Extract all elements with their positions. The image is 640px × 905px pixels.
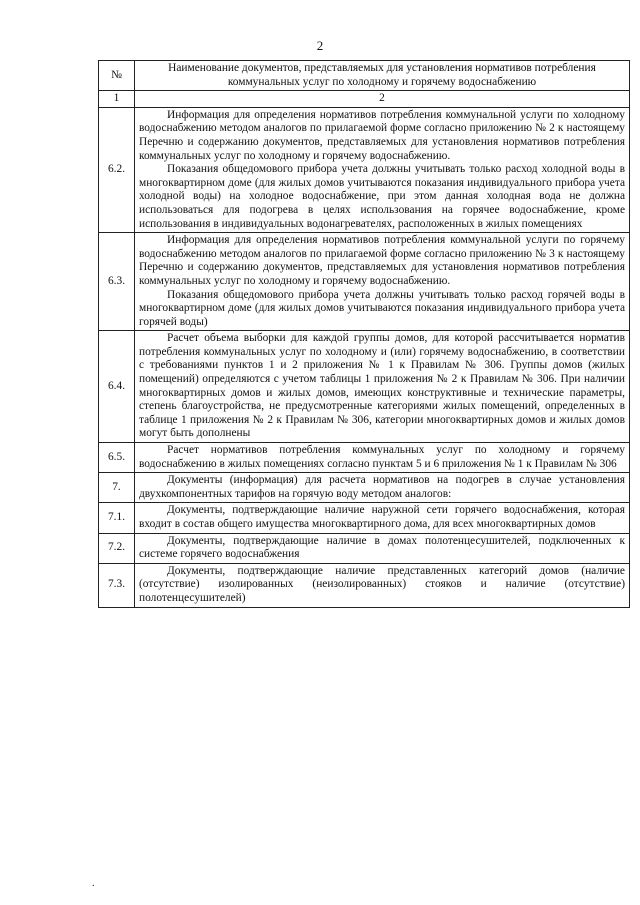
documents-table (98, 60, 630, 608)
row-content (135, 331, 630, 443)
row-paragraph: Информация для определения нормативов потребления коммунальной услуги по холодному водоснабжению методом аналогов по прилагаемой форме согласно приложению № 2 к настоящему Перечню и содержанию документов, представляемых для установления нормативов потребления коммунальных услуг по холодному и горячему водоснабжению. (139, 108, 625, 162)
row-content (135, 503, 630, 533)
table-row (99, 107, 630, 232)
table-row (99, 233, 630, 331)
row-content (135, 563, 630, 607)
row-paragraph: Информация для определения нормативов потребления коммунальной услуги по горячему водоснабжению методом аналогов по прилагаемой форме согласно приложению № 3 к настоящему Перечню и содержанию документов, представляемых для установления нормативов потребления коммунальных услуг по холодному и горячему водоснабжению. (139, 234, 625, 287)
table-row (99, 563, 630, 607)
row-paragraph: Документы, подтверждающие наличие представленных категорий домов (наличие (отсутствие) изолированных (неизолированных) стояков и наличие (отсутствие) полотенцесушителей) (139, 564, 625, 604)
row-number: 6.3. (99, 233, 135, 331)
table-row (99, 533, 630, 563)
row-number: 7.2. (99, 533, 135, 563)
row-paragraph: Документы (информация) для расчета нормативов на подогрев в случае установления двухкомпонентных тарифов на горячую воду методом аналогов: (139, 474, 625, 500)
row-paragraph: Документы, подтверждающие наличие наружной сети горячего водоснабжения, которая входит в состав общего имущества многоквартирного дома, для всех многоквартирных домов (139, 504, 625, 530)
table-header-row (99, 61, 630, 91)
row-number: 6.2. (99, 107, 135, 232)
row-content (135, 233, 630, 331)
table-row (99, 331, 630, 443)
column-index-2: 2 (135, 91, 630, 108)
page-number: 2 (316, 38, 324, 53)
row-content (135, 473, 630, 503)
footer-mark: . (92, 878, 95, 889)
row-number: 7.3. (99, 563, 135, 607)
row-paragraph: Расчет объема выборки для каждой группы домов, для которой рассчитывается норматив потребления коммунальных услуг по холодному и (или) горячему водоснабжению, в соответствии с требованиями пунктов 1 и 2 приложения № 1 к Правилам № 306. Группы домов (жилых помещений) определяются с учетом таблицы 1 приложения № 2 к Правилам № 306. При наличии многоквартирных домов и жилых домов, имеющих конструктивные и технические параметры, степень благоустройства, не предусмотренные категориями жилых помещений, определенных в таблице 1 приложения № 2 к Правилам № 306, категории многоквартирных домов и жилых домов могут быть дополнены (139, 332, 625, 440)
row-number: 6.4. (99, 331, 135, 443)
row-paragraph: Документы, подтверждающие наличие в домах полотенцесушителей, подключенных к системе горячего водоснабжения (139, 534, 625, 561)
row-paragraph: Показания общедомового прибора учета должны учитывать только расход горячей воды в многоквартирном доме (для жилых домов учитываются показания индивидуального прибора учета горячей воды) (139, 288, 625, 328)
table-row (99, 503, 630, 533)
row-paragraph: Показания общедомового прибора учета должны учитывать только расход холодной воды в многоквартирном доме (для жилых домов учитываются показания индивидуального прибора учета холодной воды) на холодное водоснабжение, при этом данная холодная вода не должна использоваться для подогрева в целях использования на горячее водоснабжение, кроме использования в индивидуальных водонагревателях, расположенных в жилых помещениях (139, 163, 625, 230)
table-row (99, 473, 630, 503)
row-content (135, 533, 630, 563)
row-number: 7. (99, 473, 135, 503)
header-num-cell: № (99, 61, 135, 91)
table-row (99, 443, 630, 473)
row-paragraph: Расчет нормативов потребления коммунальных услуг по холодному и горячему водоснабжению в жилых помещениях согласно пунктам 5 и 6 приложения № 1 к Правилам № 306 (139, 444, 625, 470)
row-content (135, 107, 630, 232)
column-index-1: 1 (99, 91, 135, 108)
row-content (135, 443, 630, 473)
column-index-row (99, 91, 630, 108)
row-number: 7.1. (99, 503, 135, 533)
row-number: 6.5. (99, 443, 135, 473)
header-title-cell: Наименование документов, представляемых для установления нормативов потребления коммунальных услуг по холодному и горячему водоснабжению (135, 61, 630, 91)
